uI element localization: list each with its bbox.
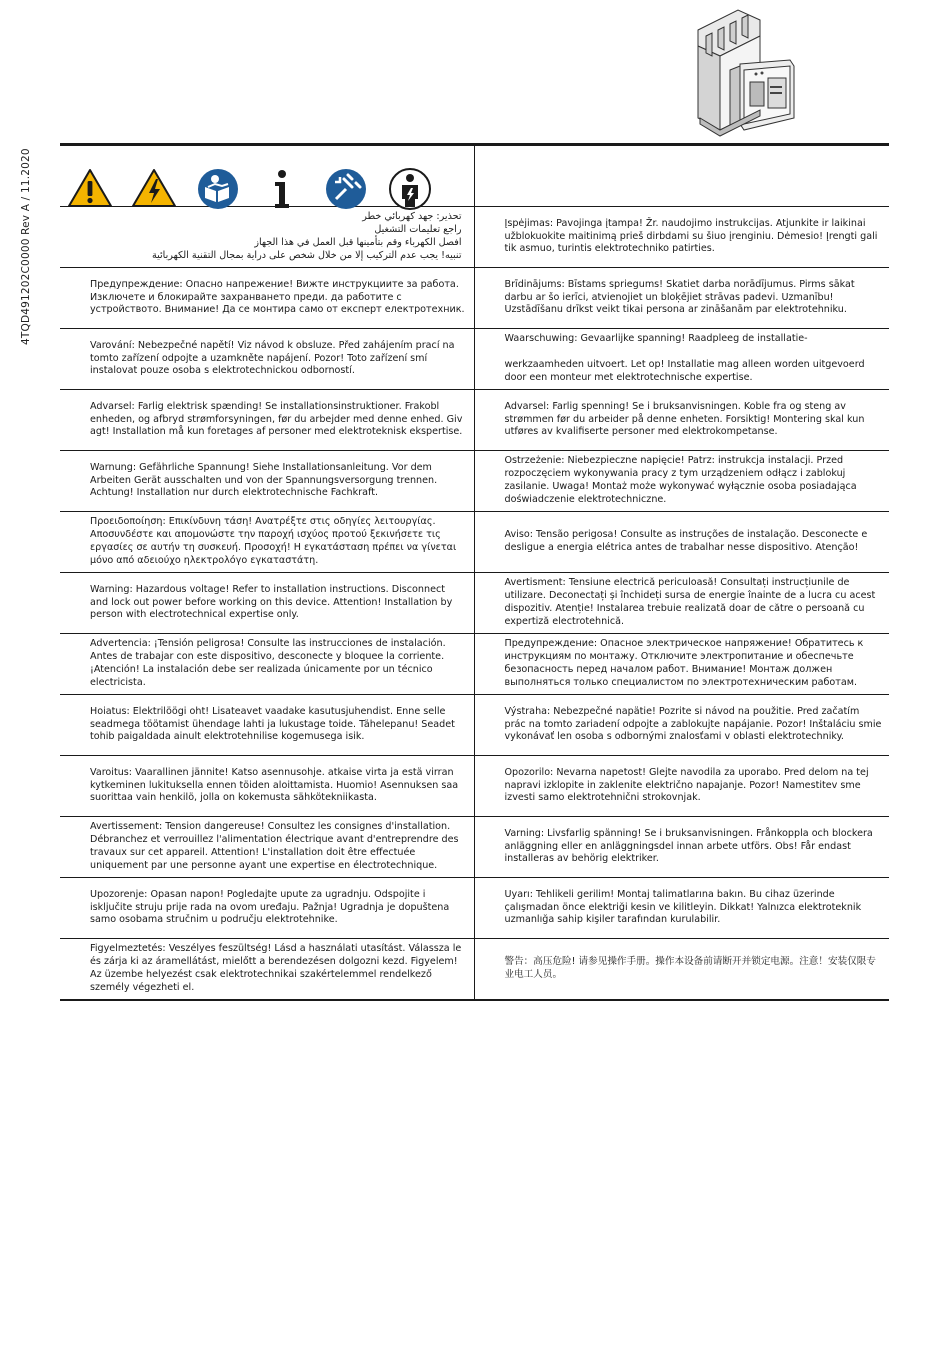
- warning-row: [60, 329, 889, 390]
- warning-slovak: Výstraha: Nebezpečné napätie! Pozrite si návod na použitie. Pred začatím prác na tomto zariadení odpojte a zablokujte napájanie. Pozor! Inštaláciu smie vykonávať len osoba s odbornými znalosťami v oblasti elektrotechniky.: [504, 705, 882, 743]
- warning-row: [60, 451, 889, 512]
- warning-czech: Varování: Nebezpečné napětí! Viz návod k obsluze. Před zahájením prací na tomto zařízení odpojte a uzamkněte napájení. Pozor! Toto zařízení smí instalovat pouze osoba s elektrotechnickou odborností.: [60, 329, 475, 389]
- read-manual-icon: [194, 152, 242, 200]
- warning-swedish: Varning: Livsfarlig spänning! Se i bruksanvisningen. Frånkoppla och blockera anläggning eller en anläggningsdel innan arbete utförs. Obs! Får endast installeras av behörig elektriker.: [504, 827, 873, 865]
- warning-spanish: Advertencia: ¡Tensión peligrosa! Consulte las instrucciones de instalación. Antes de trabajar con este dispositivo, desconecte y bloquee la corriente. ¡Atención! La instalación debe ser realizada únicamente por un técnico electricista.: [60, 634, 475, 694]
- warning-russian: Предупреждение: Опасное электрическое напряжение! Обратитесь к инструкциям по монтажу. Отключите электропитание и обеспечьте безопасность перед началом работ. Внимание! Монтаж должен выполняться только специалистом по электротехническим работам.: [504, 638, 864, 688]
- warning-row: [60, 878, 889, 939]
- warning-row: [60, 268, 889, 329]
- warning-turkish: Uyarı: Tehlikeli gerilim! Montaj talimatlarına bakın. Bu cihaz üzerinde çalışmadan önce elektriği kesin ve kilitleyin. Dikkat! Yalnızca elektroteknik uzmanlığa sahip kişiler tarafından kurulabilir.: [504, 888, 862, 926]
- warning-chinese: 警告：高压危险! 请参见操作手册。操作本设备前请断开并锁定电源。注意！安装仅限专业电工人员。: [504, 956, 876, 980]
- warning-latvian: Brīdinājums: Bīstams spriegums! Skatiet darba norādījumus. Pirms sākat darbu ar šo ierīci, atvienojiet un bloķējiet strāvas padevi. Uzmanību! Uzstādīšanu drīkst veikt tikai persona ar zināšanām par elektrotehniku.: [504, 278, 855, 316]
- warning-polish: Ostrzeżenie: Niebezpieczne napięcie! Patrz: instrukcja instalacji. Przed rozpoczęciem wykonywania pracy z tym urządzeniem odłącz i zablokuj zasilanie. Uwaga! Montaż może wykonywać wyłącznie osoba posiadająca doświadczenie elektrotechniczne.: [504, 455, 857, 505]
- warning-row: [60, 207, 889, 268]
- warning-row: [60, 939, 889, 999]
- warning-romanian: Avertisment: Tensiune electrică periculoasă! Consultați instrucțiunile de utilizare. Deconectați și închideți sursa de energie înainte de a lucra cu acest dispozitiv. Atenție! Instalarea trebuie realizată doar de către o persoană cu expertiză electrotehnică.: [504, 577, 876, 627]
- warning-lithuanian: Įspėjimas: Pavojinga įtampa! Žr. naudojimo instrukcijas. Atjunkite ir laikinai užblokuokite maitinimą prieš dirbdami su šiuo įrenginiu. Dėmesio! Įrengti gali tik asmuo, turintis elektrotechniko patirties.: [504, 217, 878, 255]
- warning-row: [60, 817, 889, 878]
- warning-row: [60, 573, 889, 634]
- safety-icons: [60, 146, 475, 206]
- warning-french: Avertissement: Tension dangereuse! Consultez les consignes d'installation. Débranchez et verrouillez l'alimentation électrique avant d'entreprendre des travaux sur cet appareil. Attention! L'installation doit être effectuée uniquement par une personne ayant une expertise en électrotechnique.: [60, 817, 475, 877]
- information-icon: [258, 152, 306, 200]
- warning-greek: Προειδοποίηση: Επικίνδυνη τάση! Ανατρέξτε στις οδηγίες λειτουργίας. Αποσυνδέστε και απομονώστε την παροχή ισχύος προτού ξεκινήσετε τις εργασίες σε αυτήν τη συσκευή. Προσοχή! Η εγκατάσταση πρέπει να γίνεται μόνο από αδειούχο ηλεκτρολόγο εγκαταστάτη.: [60, 512, 475, 572]
- warning-danish: Advarsel: Farlig elektrisk spænding! Se installationsinstruktioner. Frakobl enheden, og afbryd strømforsyningen, før du arbejder med denne enhed. Giv agt! Installation må kun foretages af personer med elektroteknisk ekspertise.: [60, 390, 475, 450]
- warning-english: Warning: Hazardous voltage! Refer to installation instructions. Disconnect and lock out power before working on this device. Attention! Installation by person with electrotechnical expertise only.: [60, 573, 475, 633]
- warning-hungarian: Figyelmeztetés: Veszélyes feszültség! Lásd a használati utasítást. Válassza le és zárja ki az áramellátást, mielőtt a berendezésen dolgozni kezd. Figyelem! Az üzembe helyezést csak elektrotechnikai szakértelemmel rendelkező személy végezheti el.: [60, 939, 475, 999]
- disconnect-power-icon: [322, 152, 370, 200]
- warning-norwegian: Advarsel: Farlig spenning! Se i bruksanvisningen. Koble fra og steng av strømmen før du arbeider på denne enheten. Forsiktig! Montering skal kun utføres av kvalifiserte personer med elektrokompetanse.: [504, 400, 865, 438]
- warning-row: [60, 390, 889, 451]
- electrical-hazard-icon: [130, 152, 178, 200]
- warning-dutch: Waarschuwing: Gevaarlijke spanning! Raadpleeg de installatie- werkzaamheden uitvoert. Let op! Installatie mag alleen worden uitgevoerd door een monteur met elektrotechnische expertise.: [504, 333, 865, 383]
- warning-row: [60, 634, 889, 695]
- warning-arabic: تحذير: جهد كهربائي خطر راجع تعليمات التشغيل افصل الكهرباء وقم بتأمينها قبل العمل في هذا الجهاز تنبيه! يجب عدم التركيب إلا من خلال شخص على دراية بمجال التقنية الكهربائية: [60, 207, 475, 267]
- warning-portuguese: Aviso: Tensão perigosa! Consulte as instruções de instalação. Desconecte e desligue a energia elétrica antes de trabalhar nesse dispositivo. Atenção!: [504, 529, 868, 553]
- warning-row: [60, 512, 889, 573]
- warning-bulgarian: Предупреждение: Опасно напрежение! Вижте инструкциите за работа. Изключете и блокирайте захранването преди. да работите с устройството. Внимание! Да се монтира само от експерт електротехник.: [60, 268, 475, 328]
- warning-finnish: Varoitus: Vaarallinen jännite! Katso asennusohje. atkaise virta ja estä virran kytkeminen lukituksella ennen töiden aloittamista. Huomio! Asennuksen saa suorittaa vain henkilö, jolla on kokemusta sähkötekniikasta.: [60, 756, 475, 816]
- device-illustration: [690, 6, 800, 138]
- warning-row: [60, 756, 889, 817]
- icon-row-empty-cell: [475, 146, 890, 206]
- warning-croatian: Upozorenje: Opasan napon! Pogledajte upute za ugradnju. Odspojite i isključite struju prije rada na ovom uređaju. Pažnja! Ugradnja je dopuštena samo osobama stručnim u području elektrotehnike.: [60, 878, 475, 938]
- document-code: 4TQD491202C0000 Rev A / 11.2020: [20, 148, 32, 345]
- icon-row: [60, 146, 889, 207]
- warning-row: [60, 695, 889, 756]
- safety-instructions-table: [60, 143, 889, 1001]
- warning-estonian: Hoiatus: Elektrilöögi oht! Lisateavet vaadake kasutusjuhendist. Enne selle seadmega töötamist ühendage lahti ja lukustage toide. Tähelepanu! Seadet tohib paigaldada ainult elektrotehnilise kogemusega isik.: [60, 695, 475, 755]
- warning-german: Warnung: Gefährliche Spannung! Siehe Installationsanleitung. Vor dem Arbeiten Gerät ausschalten und von der Spannungsversorgung trennen. Achtung! Installation nur durch elektrotechnische Fachkraft.: [60, 451, 475, 511]
- warning-icon: [66, 152, 114, 200]
- qualified-electrician-icon: [386, 152, 434, 200]
- warning-slovenian: Opozorilo: Nevarna napetost! Glejte navodila za uporabo. Pred delom na tej napravi izklopite in zaklenite električno napajanje. Pozor! Namestitev sme izvesti samo elektrotehnični strokovnjak.: [504, 766, 869, 804]
